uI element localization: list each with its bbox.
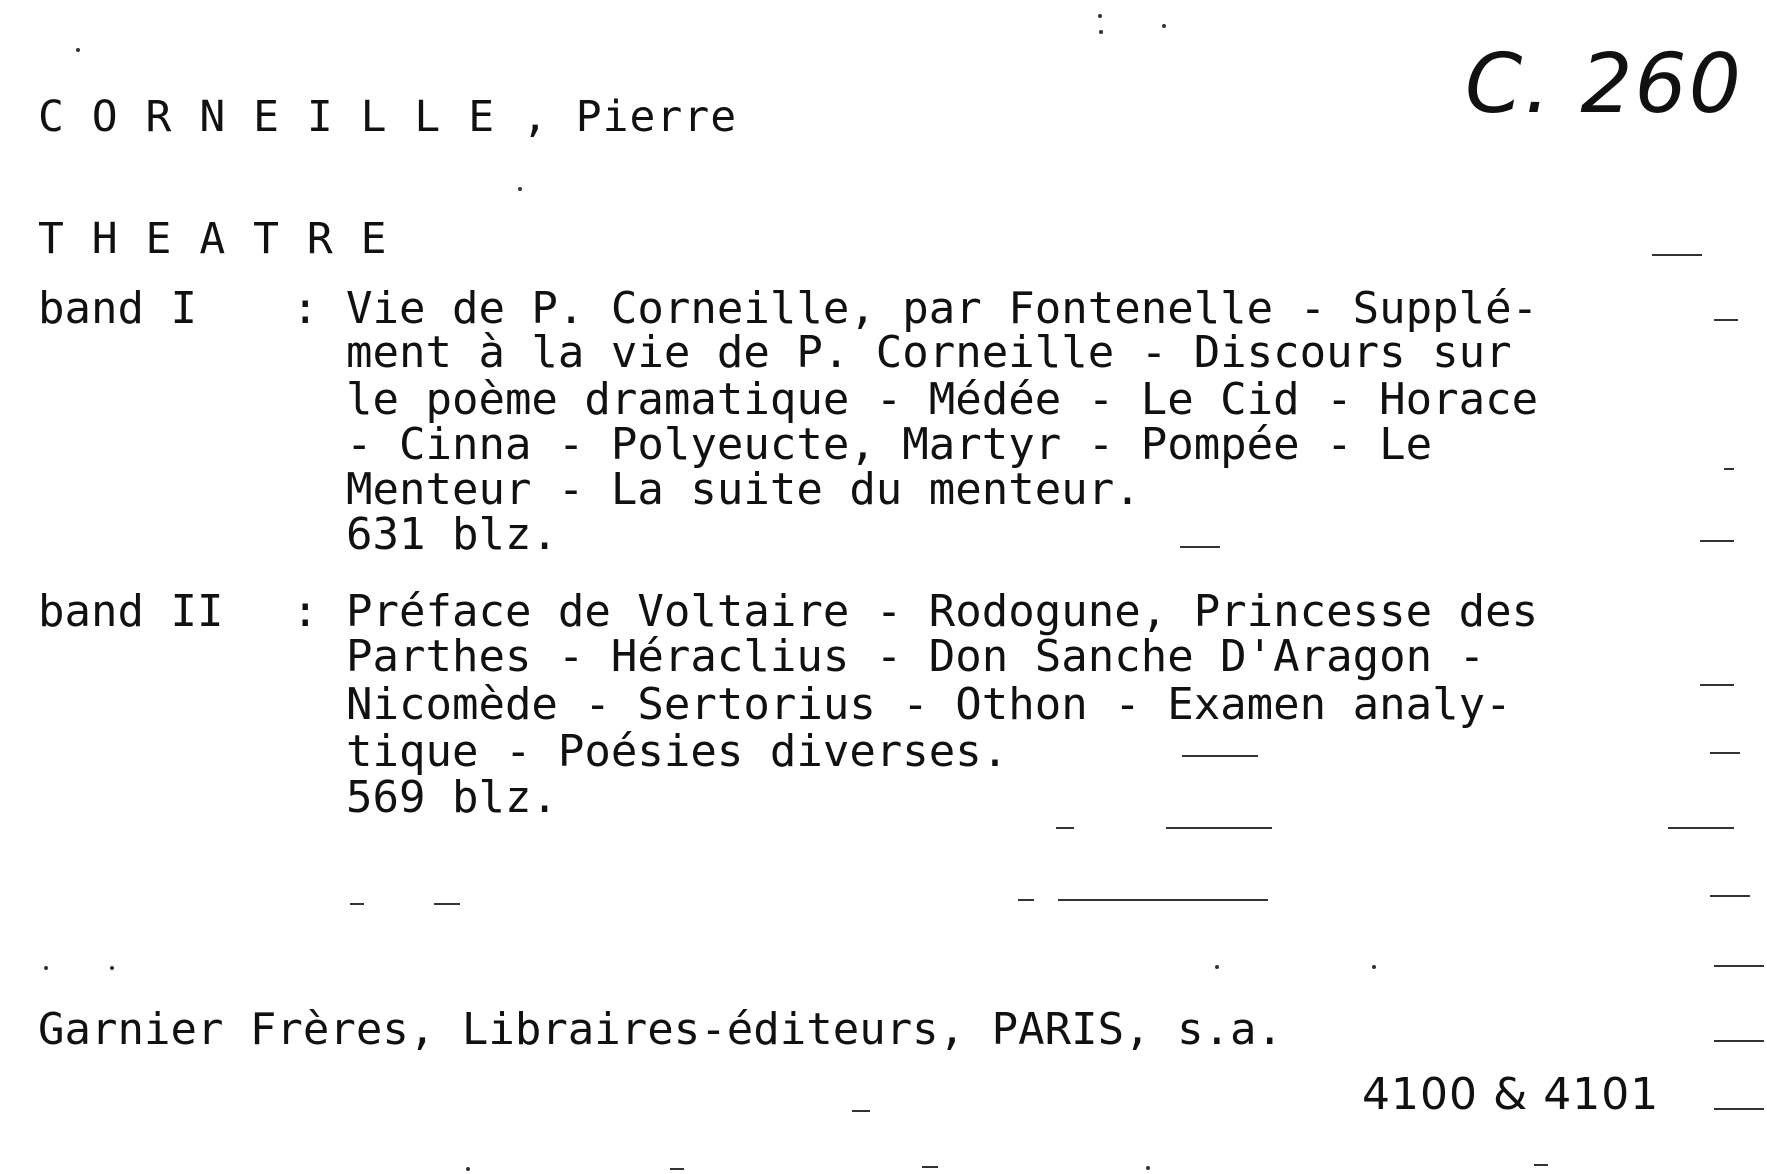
scan-speck (518, 187, 522, 191)
volume-contents-line: tique - Poésies diverses. (346, 726, 1009, 777)
volume-page-count: 631 blz. (346, 509, 558, 560)
volume-label: band I (38, 283, 197, 334)
volume-contents-line: Menteur - La suite du menteur. (346, 464, 1141, 515)
scan-speck (1162, 24, 1166, 28)
ruled-line-fragment (1652, 254, 1702, 256)
work-title: T H E A T R E (38, 214, 388, 264)
ruled-line-fragment (1710, 752, 1740, 754)
call-number: C. 260 (1465, 37, 1743, 132)
ruled-line-fragment (350, 903, 364, 905)
scan-speck (1215, 965, 1219, 969)
ruled-line-fragment (1714, 965, 1764, 967)
ruled-line-fragment (1700, 684, 1734, 686)
volume-contents-line: - Cinna - Polyeucte, Martyr - Pompée - Le (346, 419, 1433, 470)
volume-label: band II (38, 586, 224, 637)
volume-separator: : (292, 283, 319, 334)
ruled-line-fragment (670, 1168, 684, 1170)
scan-speck (44, 966, 48, 970)
ruled-line-fragment (922, 1166, 938, 1168)
ruled-line-fragment (1180, 546, 1220, 548)
volume-contents-line: Préface de Voltaire - Rodogune, Princesse des (346, 586, 1539, 637)
ruled-line-fragment (434, 903, 460, 905)
ruled-line-fragment (852, 1110, 870, 1112)
ruled-line-fragment (1182, 755, 1258, 757)
ruled-line-fragment (1058, 899, 1268, 901)
ruled-line-fragment (1714, 319, 1738, 321)
ruled-line-fragment (1710, 895, 1750, 897)
ruled-line-fragment (1714, 1040, 1764, 1042)
ruled-line-fragment (1668, 827, 1734, 829)
scan-speck (1098, 14, 1102, 18)
volume-page-count: 569 blz. (346, 772, 558, 823)
ruled-line-fragment (1166, 827, 1272, 829)
scan-speck (110, 966, 114, 970)
volume-contents-line: Nicomède - Sertorius - Othon - Examen analy- (346, 679, 1512, 730)
ruled-line-fragment (1700, 540, 1734, 542)
accession-numbers: 4100 & 4101 (1362, 1069, 1660, 1120)
scan-speck (466, 1167, 470, 1171)
ruled-line-fragment (1018, 899, 1034, 901)
scan-speck (1146, 1166, 1150, 1170)
volume-separator: : (292, 586, 319, 637)
ruled-line-fragment (1714, 1108, 1764, 1110)
volume-contents-line: le poème dramatique - Médée - Le Cid - Horace (346, 374, 1539, 425)
ruled-line-fragment (1056, 827, 1074, 829)
publisher-line: Garnier Frères, Libraires-éditeurs, PARIS, s.a. (38, 1004, 1284, 1055)
scan-speck (1372, 965, 1376, 969)
volume-contents-line: Vie de P. Corneille, par Fontenelle - Supplé- (346, 283, 1539, 334)
ruled-line-fragment (1534, 1164, 1548, 1166)
ruled-line-fragment (1724, 468, 1734, 470)
volume-contents-line: Parthes - Héraclius - Don Sanche D'Aragon - (346, 631, 1486, 682)
scan-speck (76, 48, 80, 52)
scan-speck (1099, 30, 1103, 34)
author-heading: C O R N E I L L E , Pierre (38, 92, 738, 142)
volume-contents-line: ment à la vie de P. Corneille - Discours sur (346, 327, 1512, 378)
